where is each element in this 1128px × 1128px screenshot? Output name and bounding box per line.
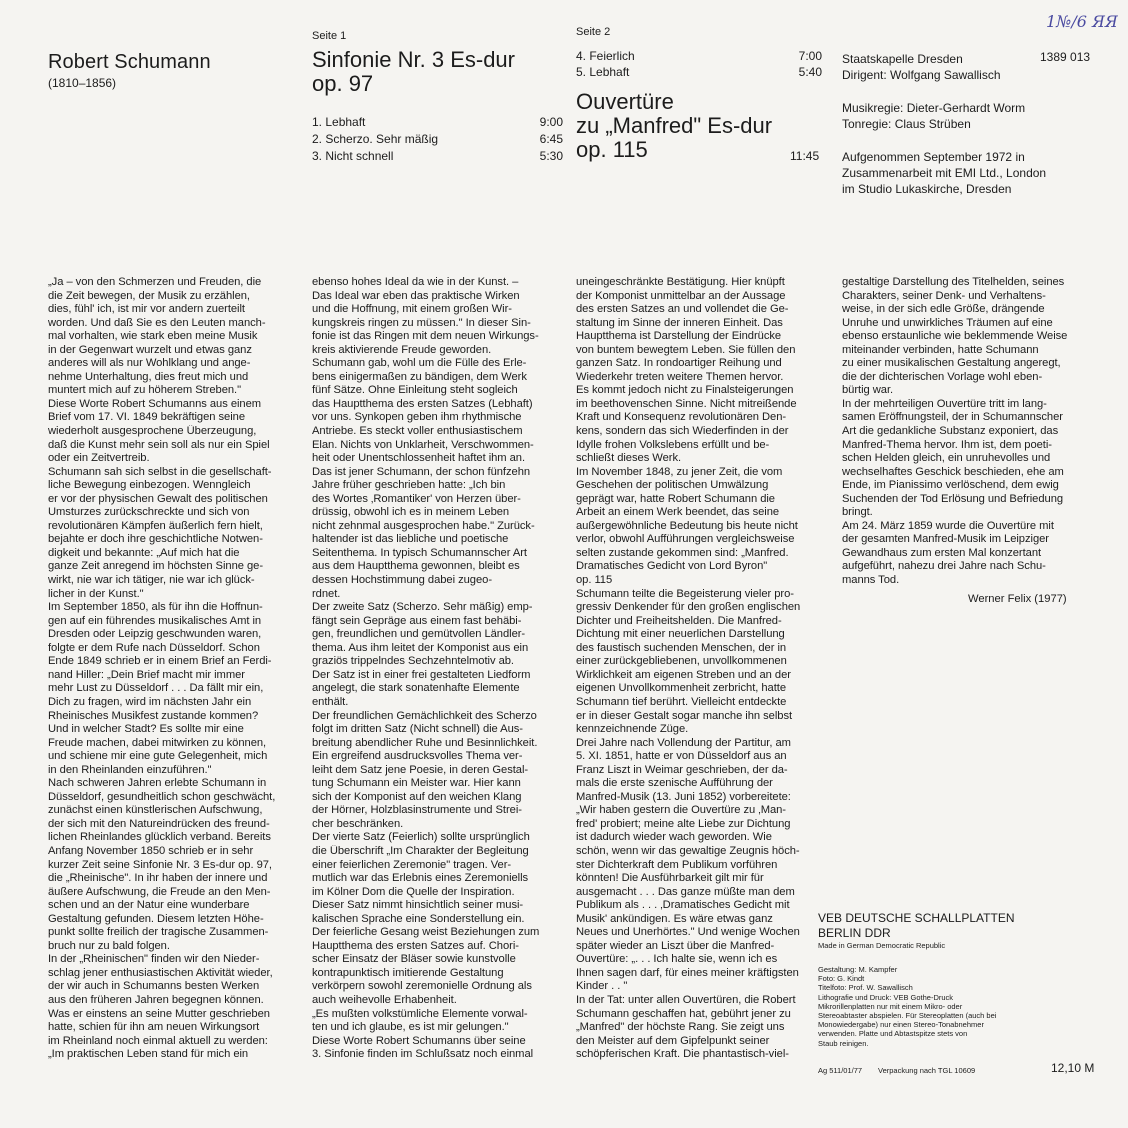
essay-line: Der feierliche Gesang weist Beziehungen zum <box>312 926 540 939</box>
credit-line: Monowiedergabe) nur einen Stereo-Tonabnehmer <box>818 1020 984 1030</box>
credit-line: verwenden. Platte und Abtastspitze stets von <box>818 1029 968 1039</box>
essay-line: 3. Sinfonie finden im Schlußsatz noch einmal <box>312 1048 534 1061</box>
track-title: 4. Feierlich <box>576 49 635 63</box>
essay-line: rdnet. <box>312 587 341 600</box>
packaging-note: Verpackung nach TGL 10609 <box>878 1066 976 1075</box>
essay-line: Das Ideal war eben das praktische Wirken <box>312 289 520 302</box>
essay-line: miteinander verbinden, hatte Schumann <box>842 343 1039 356</box>
orchestra: Staatskapelle Dresden <box>842 52 963 66</box>
essay-line: Art die gedankliche Substanz exponiert, das <box>842 425 1059 438</box>
essay-line: Der vierte Satz (Feierlich) sollte ursprünglich <box>312 831 530 844</box>
essay-line: wirkt, nie war ich tätiger, nie war ich glück- <box>48 574 255 587</box>
essay-line: die Überschrift „Im Charakter der Begleitung <box>312 844 529 857</box>
essay-line: schön, wenn wir das gewaltige Zeugnis höch- <box>576 844 800 857</box>
essay-line: Der freundlichen Gemächlichkeit des Scherzo <box>312 709 537 722</box>
essay-line: geprägt war, hatte Robert Schumann die <box>576 492 775 505</box>
essay-line: Umsturzes zurückschreckte und sich von <box>48 506 250 519</box>
track-title: 1. Lebhaft <box>312 115 366 129</box>
essay-line: gen, freundlichen und gemütvollen Ländler- <box>312 628 526 641</box>
essay-line: Antriebe. Es steckt voller enthusiastischem <box>312 425 523 438</box>
essay-line: einer zurückgebliebenen, unvollkommenen <box>576 655 787 668</box>
essay-line: kennzeichnende Züge. <box>576 723 689 736</box>
label-city: BERLIN DDR <box>818 926 891 940</box>
track-title: 3. Nicht schnell <box>312 149 394 163</box>
performer-info <box>842 51 1046 197</box>
essay-line: Anfang November 1850 schrieb er in sehr <box>48 844 254 857</box>
essay-line: bejahte er doch ihre geschichtliche Notwen- <box>48 533 263 546</box>
essay-line: Wirklichkeit am eigenen Streben und an der <box>576 668 791 681</box>
essay-line: breitung abendlicher Ruhe und Besinnlichkeit. <box>312 736 538 749</box>
essay-line: Brief vom 17. VI. 1849 bekräftigen seine <box>48 411 246 424</box>
side-1-tracklist <box>312 115 563 166</box>
essay-line: „Manfred" der höchste Rang. Sie zeigt uns <box>576 1021 785 1034</box>
credit-line: Stereoabtaster abspielen. Für Stereoplatten (auch bei <box>818 1011 997 1021</box>
made-in: Made in German Democratic Republic <box>818 941 946 950</box>
track-time: 6:45 <box>539 132 563 146</box>
essay-line: bringt. <box>842 506 873 519</box>
catalog-number: 1389 013 <box>1040 50 1091 64</box>
essay-line: im beethovenschen Sinne. Nicht mitreißende <box>576 397 797 410</box>
essay-line: Idylle frohen Volkslebens erfüllt und be- <box>576 438 770 451</box>
essay-line: kurzer Zeit seine Sinfonie Nr. 3 Es-dur op. 97, <box>48 858 272 871</box>
essay-line: kalischen Sprache eine Sonderstellung ein. <box>312 912 525 925</box>
essay-line: Ouvertüre: „. . . Ich halte sie, wenn ich es <box>576 953 778 966</box>
track-time: 5:40 <box>798 65 822 79</box>
essay-line: wiederholt ausgesprochene Überzeugung, <box>48 425 257 438</box>
essay-line: schen Helden gleich, ein unruhevolles und <box>842 452 1051 465</box>
overture-time: 11:45 <box>790 149 820 163</box>
essay-line: Charakters, seiner Denk- und Verhaltens- <box>842 289 1046 302</box>
track-title: 2. Scherzo. Sehr mäßig <box>312 132 439 146</box>
essay-line: ist dadurch wieder wach geworden. Wie <box>576 831 772 844</box>
essay-line: in der Gegenwart wurzelt und etwas ganz <box>48 343 252 356</box>
essay-line: aus dem Hauptthema gewonnen, bleibt es <box>312 560 520 573</box>
composer-name: Robert Schumann <box>48 51 211 73</box>
track-time: 9:00 <box>539 115 563 129</box>
essay-line: kungskreis ringen zu müssen." In dieser Sin- <box>312 316 531 329</box>
essay-line: die Zeit bewegen, der Musik zu erzählen, <box>48 289 250 302</box>
essay-line: äußere Aufschwung, die Freude an den Men- <box>48 885 271 898</box>
essay-line: Unruhe und unwirkliches Träumen auf eine <box>842 316 1053 329</box>
essay-column-2 <box>312 276 539 1062</box>
essay-line: fängt sein Gepräge aus einem fast behäbi- <box>312 614 522 627</box>
essay-line: Drei Jahre nach Vollendung der Partitur, am <box>576 736 791 749</box>
essay-line: er vor der physischen Gewalt des politischen <box>48 492 268 505</box>
essay-line: kens, sondern das sich Wiederfinden in der <box>576 425 789 438</box>
essay-line: folgt im dritten Satz (Nicht schnell) die Aus- <box>312 723 523 736</box>
essay-line: außergewöhnliche Bedeutung bis heute nicht <box>576 519 798 532</box>
credit-line: Foto: G. Kindt <box>818 974 865 984</box>
essay-line: könnten! Die Ausführbarkeit gilt mir für <box>576 872 764 885</box>
essay-line: op. 115 <box>576 574 613 587</box>
track-item <box>312 149 563 166</box>
essay-line: der wir auch in Schumanns besten Werken <box>48 980 260 993</box>
essay-line: schöpferischen Kraft. Die phantastisch-viel- <box>576 1048 789 1061</box>
essay-line: Diese Worte Robert Schumanns aus einem <box>48 397 262 410</box>
side-2-tracklist <box>576 49 822 81</box>
essay-line: ganzen Satz. In rondoartiger Reihung und <box>576 357 782 370</box>
essay-line: Schumann teilte die Begeisterung vieler pro- <box>576 587 794 600</box>
essay-line: anderes will als nur Wohlklang und ange- <box>48 357 251 370</box>
track-title: 5. Lebhaft <box>576 65 630 79</box>
essay-line: einer feierlichen Zeremonie" tragen. Ver- <box>312 858 512 871</box>
essay-line: tung Schumann ein Meister war. Hier kann <box>312 777 521 790</box>
essay-line: Arbeit an einem Werk beendet, das seine <box>576 506 780 519</box>
essay-line: kontrapunktisch imitierende Gestaltung <box>312 966 504 979</box>
essay-line: Wiederkehr treten weitere Themen hervor. <box>576 370 784 383</box>
essay-line: enthält. <box>312 695 349 708</box>
essay-line: Musik' ankündigen. Es wäre etwas ganz <box>576 912 773 925</box>
essay-line: auch weihevolle Erhabenheit. <box>312 993 457 1006</box>
side-1-label: Seite 1 <box>312 30 347 42</box>
essay-line: Das ist jener Schumann, der schon fünfzehn <box>312 465 531 478</box>
essay-line: ster Dichterkraft dem Publikum vorführen <box>576 858 778 871</box>
essay-line: licher in der Kunst." <box>48 587 144 600</box>
essay-line: Ende 1849 schrieb er in einem Brief an Ferdi- <box>48 655 272 668</box>
essay-line: Am 24. März 1859 wurde die Ouvertüre mit <box>842 519 1054 532</box>
essay-line: und schiene mir eine gute Gelegenheit, mich <box>48 750 268 763</box>
side-2-label: Seite 2 <box>576 26 611 38</box>
essay-line: Neues und Unerhörtes." Und wenige Wochen <box>576 926 800 939</box>
music-director: Musikregie: Dieter-Gerhardt Worm <box>842 101 1026 115</box>
essay-line: bens einigermaßen zu bändigen, dem Werk <box>312 370 527 383</box>
essay-line: Dieser Satz nimmt hinsichtlich seiner musi- <box>312 899 524 912</box>
essay-line: und die Hoffnung, mit einem großen Wir- <box>312 303 512 316</box>
order-code: Ag 511/01/77 <box>818 1066 863 1075</box>
overture-title <box>576 90 772 162</box>
essay-line: „Wir haben gestern die Ouvertüre zu ‚Man- <box>576 804 786 817</box>
essay-line: „Es mußten volkstümliche Elemente vorwal- <box>312 1007 528 1020</box>
essay-line: ebenso erstaunliche wie beklemmende Weise <box>842 330 1068 343</box>
essay-line: Ende, im Pianissimo verlöschend, dem ewig <box>842 479 1059 492</box>
essay-line: die „Rheinische". In ihr haben der innere und <box>48 872 268 885</box>
essay-line: die der dichterischen Vorlage wohl eben- <box>842 370 1043 383</box>
essay-line: verlor, obwohl Aufführungen vergleichsweise <box>576 533 795 546</box>
essay-line: punkt sollte freilich der tragische Zusammen- <box>48 926 269 939</box>
essay-line: nehme Unterhaltung, dies freut mich und <box>48 370 249 383</box>
essay-line: Und in welcher Stadt? Es sollte mir eine <box>48 723 244 736</box>
essay-line: Dichtung mit einer neuerlichen Darstellung <box>576 628 785 641</box>
essay-line: gestaltige Darstellung des Titelhelden, seines <box>842 276 1065 288</box>
essay-line: der gesamten Manfred-Musik im Leipziger <box>842 533 1049 546</box>
handwritten-note: 1№/6 ЯЯ <box>1046 12 1118 31</box>
essay-line: fonie ist das Ringen mit dem neuen Wirkungs- <box>312 330 539 343</box>
essay-line: dessen Hochstimmung dabei zugeo- <box>312 574 492 587</box>
essay-line: sich der Komponist auf den weichen Klang <box>312 790 522 803</box>
essay-line: er in dieser Gestalt sogar manche ihn selbst <box>576 709 793 722</box>
essay-line: der sich mit den Natureindrücken des freund- <box>48 817 270 830</box>
essay-line: Schumann gab, wohl um die Fülle des Erle- <box>312 357 527 370</box>
essay-line: drüssig, obwohl ich es in meinem Leben <box>312 506 510 519</box>
composer-dates: (1810–1856) <box>48 76 117 90</box>
essay-line: Schumann tief berührt. Vielleicht entdeckte <box>576 695 787 708</box>
essay-line: fünf Sätze. Ohne Einleitung steht sogleich <box>312 384 518 397</box>
essay-line: Gestaltung gefunden. Diesem letzten Höhe- <box>48 912 264 925</box>
essay-line: worden. Und daß Sie es den Leuten manch- <box>48 316 266 329</box>
credit-line: Staub reinigen. <box>818 1038 869 1048</box>
credit-line: Lithografie und Druck: VEB Gothe-Druck <box>818 992 954 1002</box>
essay-line: staltung im Sinne der inneren Einheit. Das <box>576 316 783 329</box>
essay-line: im Rheinland noch einmal aktuell zu werden: <box>48 1034 268 1047</box>
essay-line: nicht zehnmal ausgesprochen habe." Zurück- <box>312 519 535 532</box>
essay-line: den Meister auf dem Gipfelpunkt seiner <box>576 1034 770 1047</box>
essay-line: ten und ich glaube, es ist mir gelungen." <box>312 1021 509 1034</box>
essay-line: im Kölner Dom die Quelle der Inspiration. <box>312 885 515 898</box>
essay-column-4 <box>842 276 1067 588</box>
essay-line: In der mehrteiligen Ouvertüre tritt im lang- <box>842 397 1047 410</box>
essay-line: Elan. Nichts von Unklarheit, Verschwommen- <box>312 438 534 451</box>
essay-line: bürtig war. <box>842 384 894 397</box>
essay-line: haltender ist das liebliche und poetische <box>312 533 509 546</box>
essay-line: zunächst einen künstlerischen Aufschwung, <box>48 804 263 817</box>
overture-title-line-2: zu „Manfred" Es-dur <box>576 113 773 138</box>
recording-line: Zusammenarbeit mit EMI Ltd., London <box>842 166 1047 180</box>
essay-line: des Wortes ‚Romantiker' von Herzen über- <box>312 492 521 505</box>
essay-line: Im September 1850, als für ihn die Hoffnun- <box>48 601 263 614</box>
essay-line: später wieder an Liszt über die Manfred- <box>576 939 775 952</box>
essay-line: folgte er dem Rufe nach Düsseldorf. Schon <box>48 641 260 654</box>
essay-line: Der zweite Satz (Scherzo. Sehr mäßig) emp- <box>312 601 533 614</box>
essay-line: Ihnen sagen darf, für eines meiner kräftigsten <box>576 966 799 979</box>
price: 12,10 M <box>1051 1061 1095 1075</box>
essay-line: der Komponist unmittelbar an der Aussage <box>576 289 786 302</box>
essay-line: scher Einsatz der Bläser sowie kunstvolle <box>312 953 516 966</box>
essay-line: mehr Lust zu Düsseldorf . . . Da fällt mir ein, <box>48 682 264 695</box>
essay-line: revolutionären Kämpfen äußerlich fern hielt, <box>48 519 263 532</box>
essay-line: vor uns. Synkopen geben ihm rhythmische <box>312 411 522 424</box>
essay-line: kreis aktivierende Freude geworden. <box>312 343 492 356</box>
essay-line: selten zustande gekommen sind: „Manfred. <box>576 546 789 559</box>
essay-line: Dich zu fragen, wird im nächsten Jahr ein <box>48 695 252 708</box>
symphony-title-line-2: op. 97 <box>312 71 374 96</box>
essay-line: in den Rheinlanden einzuführen." <box>48 763 212 776</box>
essay-line: bruch nur zu bald folgen. <box>48 939 170 952</box>
essay-line: In der „Rheinischen" finden wir den Nieder- <box>48 953 260 966</box>
essay-line: eigenen Unvollkommenheit zerbricht, hatte <box>576 682 787 695</box>
essay-line: Im November 1848, zu jener Zeit, die vom <box>576 465 783 478</box>
essay-column-3 <box>576 276 800 1062</box>
essay-line: nand Hiller: „Dein Brief macht mir immer <box>48 668 245 681</box>
essay-line: dies, fühl' ich, ist mir vor andern zuerteilt <box>48 303 245 316</box>
essay-line: angelegt, die stark sonatenhafte Elemente <box>312 682 520 695</box>
essay-line: Düsseldorf, gesundheitlich schon geschwächt, <box>48 790 276 803</box>
essay-line: ebenso hohes Ideal da wie in der Kunst. – <box>312 276 519 288</box>
essay-line: mal vorhalten, wie stark eben meine Musik <box>48 330 258 343</box>
recording-line: im Studio Lukaskirche, Dresden <box>842 182 1012 196</box>
essay-line: thema. Aus ihm leitet der Komponist aus ein <box>312 641 529 654</box>
credit-line: Mikrorillenplatten nur mit einem Mikro- oder <box>818 1001 963 1011</box>
label-company: VEB DEUTSCHE SCHALLPLATTEN <box>818 911 1015 925</box>
essay-line: aus den früheren Jahren begegnen können. <box>48 993 264 1006</box>
essay-line: gressiv Denkender für den großen englischen <box>576 601 801 614</box>
essay-line: des ersten Satzes an und vollendet die Ge- <box>576 303 789 316</box>
essay-line: liche Bewegung einbezogen. Wenngleich <box>48 479 251 492</box>
essay-line: Es kommt jedoch nicht zu Finalsteigerungen <box>576 384 794 397</box>
recording-line: Aufgenommen September 1972 in <box>842 150 1025 164</box>
essay-line: uneingeschränkte Bestätigung. Hier knüpft <box>576 276 785 288</box>
essay-line: Nach schweren Jahren erlebte Schumann in <box>48 777 267 790</box>
essay-line: Dramatisches Gedicht von Lord Byron" <box>576 560 768 573</box>
essay-line: cher beschränken. <box>312 817 404 830</box>
essay-author-signature: Werner Felix (1977) <box>968 593 1067 605</box>
essay-line: Kinder . . " <box>576 980 628 993</box>
essay-line: ganze Zeit anregend im höchsten Sinne ge- <box>48 560 264 573</box>
essay-line: Gewandhaus zum ersten Mal konzertant <box>842 546 1042 559</box>
essay-line: der Hörner, Holzblasinstrumente und Strei- <box>312 804 522 817</box>
overture-title-line-1: Ouvertüre <box>576 89 674 114</box>
essay-line: Ein ergreifend ausdrucksvolles Thema ver- <box>312 750 523 763</box>
symphony-title <box>312 48 515 96</box>
track-time: 5:30 <box>539 149 563 163</box>
essay-line: Publikum als . . . ‚Dramatisches Gedicht mit <box>576 899 790 912</box>
essay-line: Seitenthema. In typisch Schumannscher Art <box>312 546 527 559</box>
track-item <box>312 132 563 149</box>
essay-line: muntert mich auf zu höherem Streben." <box>48 384 242 397</box>
production-credits <box>818 965 996 1048</box>
essay-line: digkeit und bekannte: „Auf mich hat die <box>48 546 240 559</box>
essay-line: lichen Rheinlandes glücklich verband. Bereits <box>48 831 271 844</box>
sound-director: Tonregie: Claus Strüben <box>842 117 971 131</box>
essay-line: Diese Worte Robert Schumanns über seine <box>312 1034 526 1047</box>
essay-line: manns Tod. <box>842 574 900 587</box>
essay-line: wechselhaftes Geschick beschieden, ehe am <box>842 465 1064 478</box>
essay-line: gen auf ein führendes musikalisches Amt in <box>48 614 262 627</box>
essay-line: mutlich war das Erlebnis eines Zeremoniells <box>312 872 529 885</box>
essay-line: Was er einstens an seine Mutter geschrieben <box>48 1007 270 1020</box>
track-item <box>576 49 822 65</box>
essay-line: Schumann geschaffen hat, gebührt jener zu <box>576 1007 791 1020</box>
essay-line: Rheinisches Musikfest zustande kommen? <box>48 709 259 722</box>
essay-line: leiht dem Satz jene Poesie, in deren Gestal- <box>312 763 529 776</box>
essay-line: Der Satz ist in einer frei gestalteten Liedform <box>312 668 531 681</box>
essay-line: Manfred-Thema hervor. Ihm ist, dem poeti- <box>842 438 1052 451</box>
essay-line: samen Eröffnungsteil, der in Schumannscher <box>842 411 1063 424</box>
essay-line: Hauptthema des ersten Satzes auf. Chori- <box>312 939 519 952</box>
essay-line: Suchenden der Tod Erlösung und Befriedung <box>842 492 1064 505</box>
essay-line: mals die erste szenische Aufführung der <box>576 777 773 790</box>
essay-line: hatte, schien für ihn am neuen Wirkungsort <box>48 1021 260 1034</box>
essay-line: schlag jener enthusiastischen Aktivität wieder, <box>48 966 273 979</box>
essay-column-1 <box>48 276 275 1062</box>
label-block <box>818 911 1015 951</box>
essay-line: des faustisch suchenden Menschen, der in <box>576 641 787 654</box>
overture-title-line-3: op. 115 <box>576 137 648 162</box>
essay-line: Schumann sah sich selbst in die gesellschaft- <box>48 465 272 478</box>
essay-line: In der Tat: unter allen Ouvertüren, die Robert <box>576 993 796 1006</box>
essay-line: Geschehen der politischen Umwälzung <box>576 479 769 492</box>
conductor: Dirigent: Wolfgang Sawallisch <box>842 68 1001 82</box>
essay-line: „Ja – von den Schmerzen und Freuden, die <box>48 276 262 288</box>
essay-line: zu einer musikalischen Gestaltung angeregt, <box>842 357 1061 370</box>
essay-line: daß die Kunst mehr sein soll als nur ein Spiel <box>48 438 270 451</box>
essay-line: Dichter und Freiheitshelden. Die Manfred- <box>576 614 782 627</box>
essay-line: 5. XI. 1851, hatte er von Düsseldorf aus an <box>576 750 787 763</box>
essay-line: „Im praktischen Leben stand für mich ein <box>48 1048 249 1061</box>
essay-line: weise, in der sich edle Größe, drängende <box>842 303 1045 316</box>
track-item <box>312 115 563 132</box>
essay-line: graziös trippelndes Sechzehntelmotiv ab. <box>312 655 514 668</box>
essay-line: verkörpern sowohl zeremonielle Ordnung als <box>312 980 532 993</box>
essay-line: ausgemacht . . . Das ganze müßte man dem <box>576 885 795 898</box>
essay-line: Hauptthema ist Darstellung der Eindrücke <box>576 330 782 343</box>
essay-line: heit oder Unentschlossenheit haftet ihm an. <box>312 452 526 465</box>
track-time: 7:00 <box>798 49 822 63</box>
essay-line: oder ein Zeitvertreib. <box>48 452 150 465</box>
credit-line: Gestaltung: M. Kampfer <box>818 965 898 974</box>
essay-line: das Hauptthema des ersten Satzes (Lebhaft) <box>312 397 533 410</box>
essay-line: schließt dieses Werk. <box>576 452 682 465</box>
essay-line: Freude machen, dabei mitwirken zu können, <box>48 736 267 749</box>
essay-line: von buntem bewegtem Leben. Sie füllen den <box>576 343 796 356</box>
essay-line: Franz Liszt in Weimar geschrieben, der da- <box>576 763 788 776</box>
essay-line: Manfred-Musik (13. Juni 1852) vorbereitete: <box>576 790 791 803</box>
essay-line: schen und an der Natur eine wunderbare <box>48 899 250 912</box>
essay-line: aufgeführt, nahezu drei Jahre nach Schu- <box>842 560 1046 573</box>
essay-line: Jahre früher geschrieben hatte: „Ich bin <box>312 479 506 492</box>
credit-line: Titelfoto: Prof. W. Sawallisch <box>818 983 913 993</box>
track-item <box>576 65 822 81</box>
essay-line: fred' probiert; meine alte Liebe zur Dichtung <box>576 817 791 830</box>
essay-line: Kraft und Konsequenz revolutionären Den- <box>576 411 787 424</box>
essay-line: Dresden oder Leipzig geschwunden waren, <box>48 628 262 641</box>
symphony-title-line-1: Sinfonie Nr. 3 Es-dur <box>312 47 515 72</box>
